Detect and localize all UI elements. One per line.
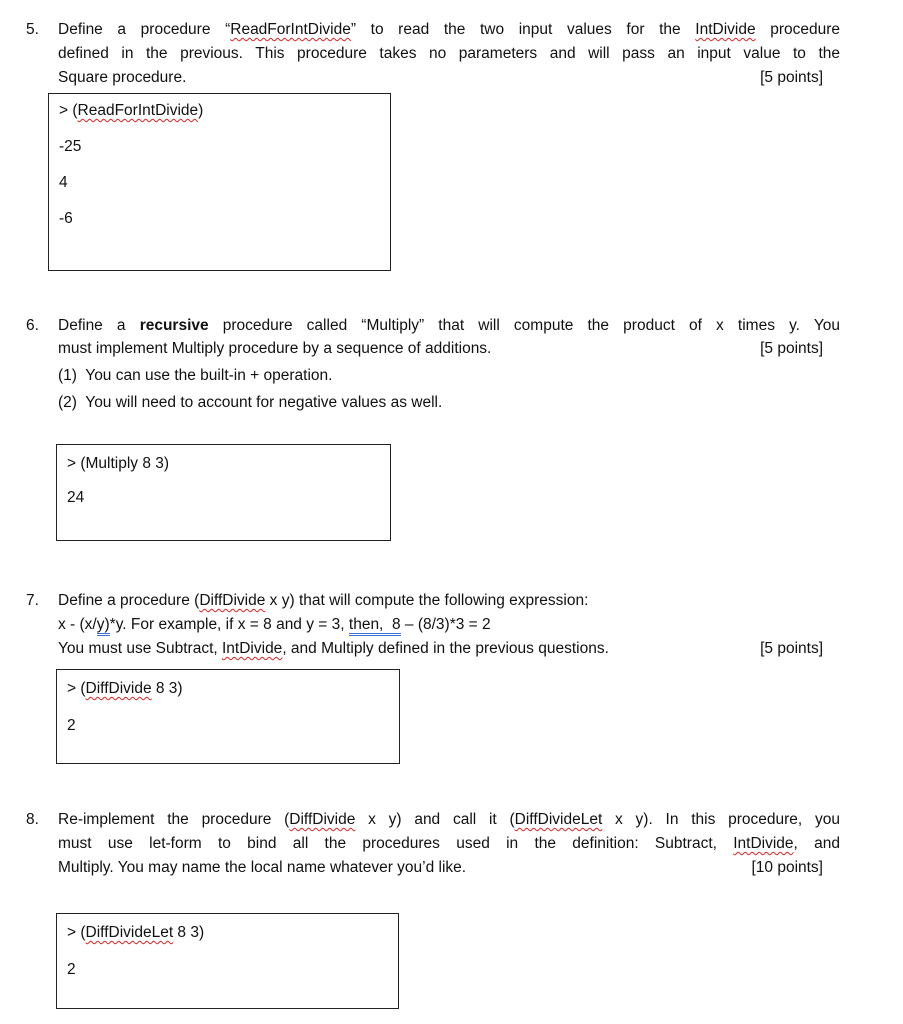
- points-label: [5 points]: [760, 340, 823, 357]
- question-text-line: Define a recursive procedure called “Multiply” that will compute the product of x times y. You: [58, 317, 840, 334]
- question-text-line: Multiply. You may name the local name whatever you’d like.: [58, 859, 467, 876]
- question-number: 5.: [26, 21, 39, 38]
- repl-call: > (DiffDivide 8 3): [67, 680, 183, 697]
- text: ” to read the two input values for the: [350, 21, 696, 38]
- text: procedure: [755, 21, 840, 38]
- question-number: 8.: [26, 811, 39, 828]
- repl-output: -25: [59, 138, 82, 155]
- misspelled-word: IntDivide: [695, 21, 756, 38]
- question-text-line: must use let-form to bind all the procedures used in the definition: Subtract, IntDivide, and: [58, 835, 840, 852]
- example-output-box: [48, 93, 391, 271]
- repl-output: 2: [67, 717, 76, 734]
- bold-text: recursive: [139, 317, 209, 334]
- points-label: [5 points]: [760, 640, 823, 657]
- example-output-box: [56, 669, 400, 764]
- text: Define a procedure “: [58, 21, 231, 38]
- list-item: (2) You will need to account for negative values as well.: [58, 394, 443, 411]
- points-label: [5 points]: [760, 69, 823, 86]
- example-output-box: [56, 913, 399, 1009]
- question-number: 6.: [26, 317, 39, 334]
- question-number: 7.: [26, 592, 39, 609]
- question-text-line: must implement Multiply procedure by a sequence of additions.: [58, 340, 492, 357]
- question-text-line: x - (x/y)*y. For example, if x = 8 and y = 3, then, 8 – (8/3)*3 = 2: [58, 615, 840, 635]
- question-text-line: Re-implement the procedure (DiffDivide x y) and call it (DiffDivideLet x y). In this procedure, you: [58, 811, 840, 828]
- repl-call: > (DiffDivideLet 8 3): [67, 924, 205, 941]
- example-output-box: [56, 444, 391, 541]
- points-label: [10 points]: [751, 859, 823, 876]
- question-text-line: Square procedure.: [58, 69, 187, 86]
- repl-output: 4: [59, 174, 68, 191]
- repl-call: > (ReadForIntDivide): [59, 102, 204, 119]
- repl-output: -6: [59, 210, 73, 227]
- repl-call: > (Multiply 8 3): [67, 455, 170, 472]
- question-text-line: defined in the previous. This procedure takes no parameters and will pass an input value to the: [58, 45, 840, 62]
- list-item: (1) You can use the built-in + operation.: [58, 367, 333, 384]
- question-text-line: You must use Subtract, IntDivide, and Multiply defined in the previous questions.: [58, 640, 609, 657]
- repl-output: 24: [67, 489, 85, 506]
- question-text-line: [58, 20, 840, 40]
- misspelled-word: ReadForIntDivide: [230, 21, 351, 38]
- repl-output: 2: [67, 961, 76, 978]
- question-text-line: Define a procedure (DiffDivide x y) that will compute the following expression:: [58, 592, 589, 609]
